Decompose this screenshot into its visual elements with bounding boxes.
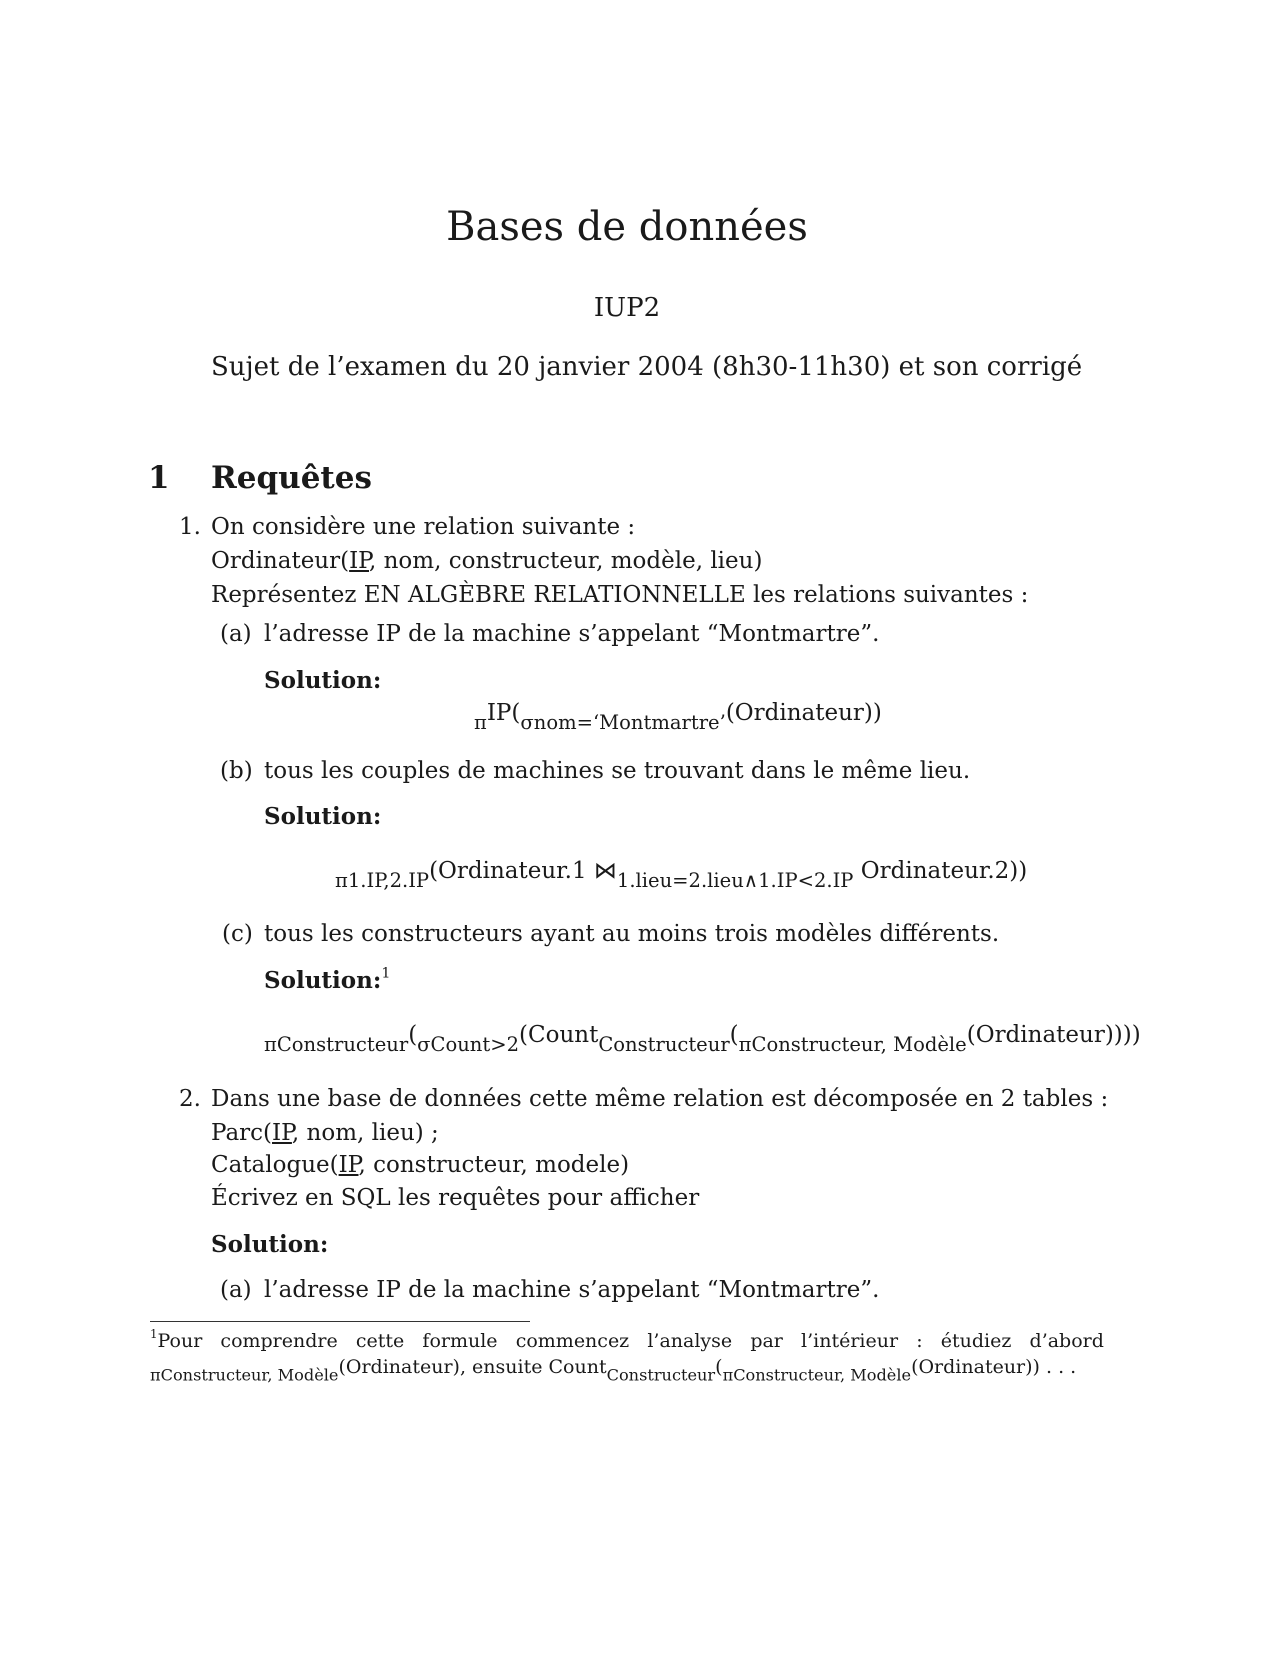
section-title: Requêtes	[211, 460, 372, 496]
footnote-word: formule	[422, 1330, 498, 1352]
footnote-line-1	[150, 1327, 1104, 1352]
table-catalogue: Catalogue(IP, constructeur, modele)	[211, 1152, 630, 1178]
exam-subject-line: Sujet de l’examen du 20 janvier 2004 (8h30-11h30) et son corrigé	[211, 352, 1083, 382]
question-1-intro: On considère une relation suivante :	[211, 514, 636, 540]
q2-item-a-label: (a)	[220, 1277, 252, 1303]
document-subtitle: IUP2	[593, 293, 661, 323]
solution-label-b: Solution:	[264, 803, 382, 830]
item-c-label: (c)	[222, 921, 253, 947]
document-title: Bases de données	[446, 204, 808, 250]
item-b-text: tous les couples de machines se trouvant dans le même lieu.	[264, 758, 971, 784]
footnote-reference: 1	[381, 965, 391, 982]
footnote-word: commencez	[515, 1330, 630, 1352]
question-2-intro: Dans une base de données cette même relation est décomposée en 2 tables :	[211, 1086, 1109, 1112]
table-parc: Parc(IP, nom, lieu) ;	[211, 1120, 439, 1146]
footnote-word: comprendre	[220, 1330, 338, 1352]
solution-label-q2: Solution:	[211, 1231, 329, 1258]
formula-a: $_\pi IP(_{\sigma nom=‘Montmartre’}(Ordinateur))$	[474, 700, 882, 734]
footnote-word: par	[750, 1330, 783, 1352]
solution-label-c: Solution:$^1$	[264, 965, 391, 994]
q2-item-a-text: l’adresse IP de la machine s’appelant “Montmartre”.	[264, 1277, 880, 1303]
item-a-text: l’adresse IP de la machine s’appelant “Montmartre”.	[264, 621, 880, 647]
solution-label-a: Solution:	[264, 667, 382, 694]
footnote-word: l’analyse	[647, 1330, 733, 1352]
relation-ordinateur: Ordinateur(IP, nom, constructeur, modèle, lieu)	[211, 548, 763, 574]
item-c-text: tous les constructeurs ayant au moins trois modèles différents.	[264, 921, 1000, 947]
formula-b: $_{\pi 1.IP,2.IP}$(Ordinateur.1 $⋈_{1.lieu=2.lieu\wedge 1.IP<2.IP}$ Ordinateur.2))	[335, 858, 1028, 892]
question-2-instruction: Écrivez en SQL les requêtes pour afficher	[211, 1185, 700, 1211]
footnote-word: cette	[355, 1330, 405, 1352]
formula-c: $_{\pi Constructeur}(_{\sigma Count>2}(Count_{Constructeur}(_{\pi Constructeur, Modèle}(Ordinateur))))$	[264, 1022, 1141, 1056]
item-a-label: (a)	[220, 621, 252, 647]
footnote-word: d’abord	[1029, 1330, 1104, 1352]
question-2-number: 2.	[179, 1086, 201, 1112]
footnote-word: étudiez	[940, 1330, 1012, 1352]
question-1-instruction: Représentez EN ALGÈBRE RELATIONNELLE les relations suivantes :	[211, 582, 1029, 608]
section-number: 1	[148, 460, 170, 496]
primary-key-ip: IP	[349, 548, 369, 574]
item-b-label: (b)	[220, 758, 253, 784]
question-1-number: 1.	[179, 514, 201, 540]
footnote-divider	[150, 1321, 530, 1322]
footnote-word: $^1$Pour	[150, 1327, 203, 1352]
footnote-line-2: $_{\pi Constructeur, Modèle}$(Ordinateur), ensuite $Count_{Constructeur}(_{\pi Constructeur, Modèle}(Ordinateur))$ . . .	[150, 1356, 1077, 1385]
footnote-word: l’intérieur	[801, 1330, 899, 1352]
footnote-word: :	[916, 1330, 923, 1352]
